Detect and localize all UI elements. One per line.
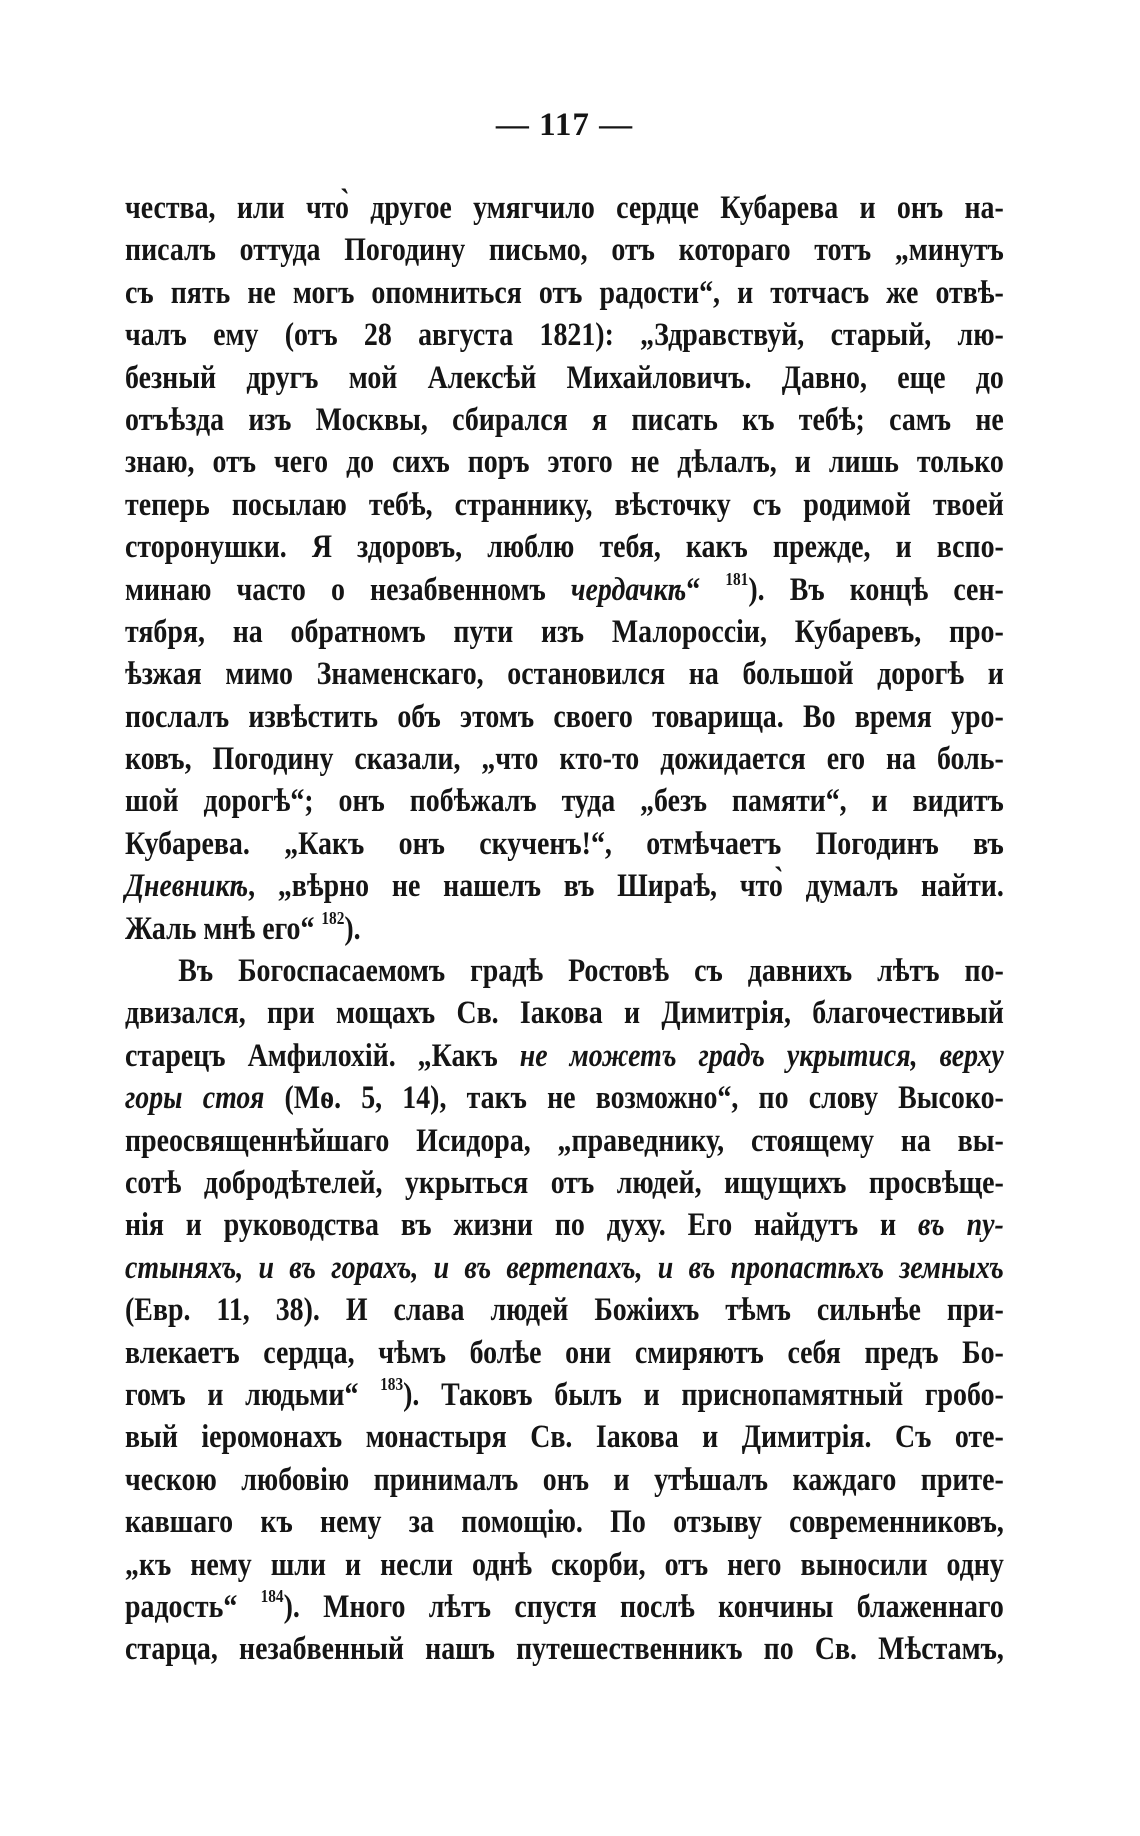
text-line bbox=[125, 229, 1004, 271]
footnote-ref: 183 bbox=[380, 1374, 404, 1395]
text-line bbox=[125, 823, 1004, 865]
text-line bbox=[125, 357, 1004, 399]
text-line bbox=[125, 526, 1004, 568]
text-line bbox=[125, 569, 1004, 611]
text-line bbox=[125, 738, 1004, 780]
italic-text: стыняхъ, и въ горахъ, и въ вертепахъ, и въ пропастѣхъ земныхъ bbox=[125, 1249, 1004, 1286]
text-line bbox=[125, 1332, 1004, 1374]
text-line bbox=[125, 187, 1004, 229]
text-line bbox=[125, 1035, 1004, 1077]
paragraph bbox=[125, 187, 1004, 950]
text-run: влекаетъ сердца, чѣмъ болѣе они смиряютъ себя предъ Бо- bbox=[125, 1334, 1004, 1371]
text-run: шой дорогѣ“; онъ побѣжалъ туда „безъ памяти“, и видитъ bbox=[125, 783, 1004, 820]
text-line bbox=[125, 441, 1004, 483]
text-line bbox=[125, 611, 1004, 653]
text-run: чества, или что̀ другое умягчило сердце Кубарева и онъ на- bbox=[125, 190, 1004, 226]
text-line bbox=[125, 272, 1004, 314]
text-line bbox=[125, 696, 1004, 738]
text-line bbox=[125, 1416, 1004, 1458]
text-run: гомъ и людьми“ bbox=[125, 1376, 381, 1413]
text-run: сторонушки. Я здоровъ, люблю тебя, какъ прежде, и вспо- bbox=[125, 529, 1004, 566]
text-run: тября, на обратномъ пути изъ Малороссіи, Кубаревъ, про- bbox=[125, 613, 1004, 650]
text-run: “ bbox=[686, 571, 726, 608]
text-line bbox=[125, 314, 1004, 356]
italic-text: не можетъ градъ укрытися, верху bbox=[519, 1037, 1004, 1074]
text-run: сотѣ добродѣтелей, укрыться отъ людей, ищущихъ просвѣще- bbox=[125, 1164, 1004, 1201]
footnote-ref: 181 bbox=[725, 569, 749, 589]
text-run: ). Въ концѣ сен- bbox=[748, 571, 1004, 608]
text-line bbox=[125, 780, 1004, 822]
text-line bbox=[125, 1459, 1004, 1501]
text-run: послалъ извѣстить объ этомъ своего товарища. Во время уро- bbox=[125, 698, 1004, 735]
text-run: преосвященнѣйшаго Исидора, „праведнику, стоящему на вы- bbox=[125, 1122, 1004, 1159]
text-run: теперь посылаю тебѣ, страннику, вѣсточку съ родимой твоей bbox=[125, 486, 1004, 523]
text-line bbox=[125, 399, 1004, 441]
text-run: отъѣзда изъ Москвы, сбирался я писать къ тебѣ; самъ не bbox=[125, 401, 1004, 438]
text-line bbox=[125, 1374, 1004, 1416]
text-line bbox=[125, 1501, 1004, 1543]
text-line bbox=[125, 1544, 1004, 1586]
text-run: Въ Богоспасаемомъ градѣ Ростовѣ съ давнихъ лѣтъ по- bbox=[178, 953, 1004, 990]
text-line bbox=[125, 908, 1004, 950]
text-run: знаю, отъ чего до сихъ поръ этого не дѣлалъ, и лишь только bbox=[125, 444, 1004, 481]
text-run: писалъ оттуда Погодину письмо, отъ котораго тотъ „минутъ bbox=[125, 232, 1004, 269]
text-run: двизался, при мощахъ Св. Іакова и Димитрія, благочестивый bbox=[125, 995, 1004, 1032]
text-run: „къ нему шли и несли однѣ скорби, отъ него выносили одну bbox=[125, 1546, 1004, 1583]
text-run: чалъ ему (отъ 28 августа 1821): „Здравствуй, старый, лю- bbox=[125, 317, 1004, 354]
paragraph bbox=[125, 950, 1004, 1671]
text-run: кавшаго къ нему за помощію. По отзыву современниковъ, bbox=[125, 1504, 1004, 1541]
text-run: ). Много лѣтъ спустя послѣ кончины блаженнаго bbox=[283, 1588, 1004, 1625]
text-run: ѣзжая мимо Знаменскаго, остановился на большой дорогѣ и bbox=[125, 656, 1004, 693]
text-line bbox=[125, 1289, 1004, 1331]
text-run: ). Таковъ былъ и приснопамятный гробо- bbox=[403, 1376, 1004, 1413]
text-run: безный другъ мой Алексѣй Михайловичъ. Давно, еще до bbox=[125, 359, 1004, 396]
text-run: съ пять не могъ опомниться отъ радости“, и тотчасъ же отвѣ- bbox=[125, 274, 1004, 311]
text-run: нія и руководства въ жизни по духу. Его найдутъ и bbox=[125, 1207, 918, 1244]
text-run: , „вѣрно не нашелъ въ Шираѣ, что̀ думалъ найти. bbox=[248, 868, 1004, 905]
text-line bbox=[125, 653, 1004, 695]
text-line bbox=[125, 1247, 1004, 1289]
text-run: ). bbox=[344, 910, 361, 947]
page-number: — 117 — bbox=[495, 107, 634, 143]
italic-text: горы стоя bbox=[125, 1080, 265, 1117]
footnote-ref: 184 bbox=[260, 1586, 284, 1607]
text-line bbox=[125, 950, 1004, 992]
text-run: (Евр. 11, 38). И слава людей Божіихъ тѣмъ сильнѣе при- bbox=[125, 1292, 1004, 1329]
text-run: Жаль мнѣ его“ bbox=[125, 910, 322, 947]
text-run: ковъ, Погодину сказали, „что кто-то дожидается его на боль- bbox=[125, 741, 1004, 778]
text-run: (Мѳ. 5, 14), такъ не возможно“, по слову Высоко- bbox=[264, 1080, 1004, 1117]
text-run: минаю часто о незабвенномъ bbox=[125, 571, 571, 608]
text-run: Кубарева. „Какъ онъ скученъ!“, отмѣчаетъ Погодинъ въ bbox=[125, 825, 1004, 862]
text-run: старца, незабвенный нашъ путешественникъ по Св. Мѣстамъ, bbox=[125, 1631, 1004, 1668]
text-line bbox=[125, 1162, 1004, 1204]
italic-text: въ пу- bbox=[917, 1207, 1004, 1244]
text-line bbox=[125, 1628, 1004, 1670]
footnote-ref: 182 bbox=[321, 908, 345, 929]
text-run: ческою любовію принималъ онъ и утѣшалъ каждаго прите- bbox=[125, 1461, 1004, 1498]
text-line bbox=[125, 1204, 1004, 1246]
text-line bbox=[125, 865, 1004, 907]
text-run: старецъ Амфилохій. „Какъ bbox=[125, 1037, 520, 1074]
italic-text: чердачкѣ bbox=[570, 571, 687, 608]
text-run: радость“ bbox=[125, 1588, 261, 1625]
text-line bbox=[125, 1077, 1004, 1119]
text-run: вый іеромонахъ монастыря Св. Іакова и Димитрія. Съ оте- bbox=[125, 1419, 1004, 1456]
text-line bbox=[125, 484, 1004, 526]
text-line bbox=[125, 992, 1004, 1034]
text-line bbox=[125, 1586, 1004, 1628]
italic-text: Дневникѣ bbox=[125, 868, 249, 905]
text-line bbox=[125, 1120, 1004, 1162]
page-text bbox=[125, 187, 1004, 1671]
